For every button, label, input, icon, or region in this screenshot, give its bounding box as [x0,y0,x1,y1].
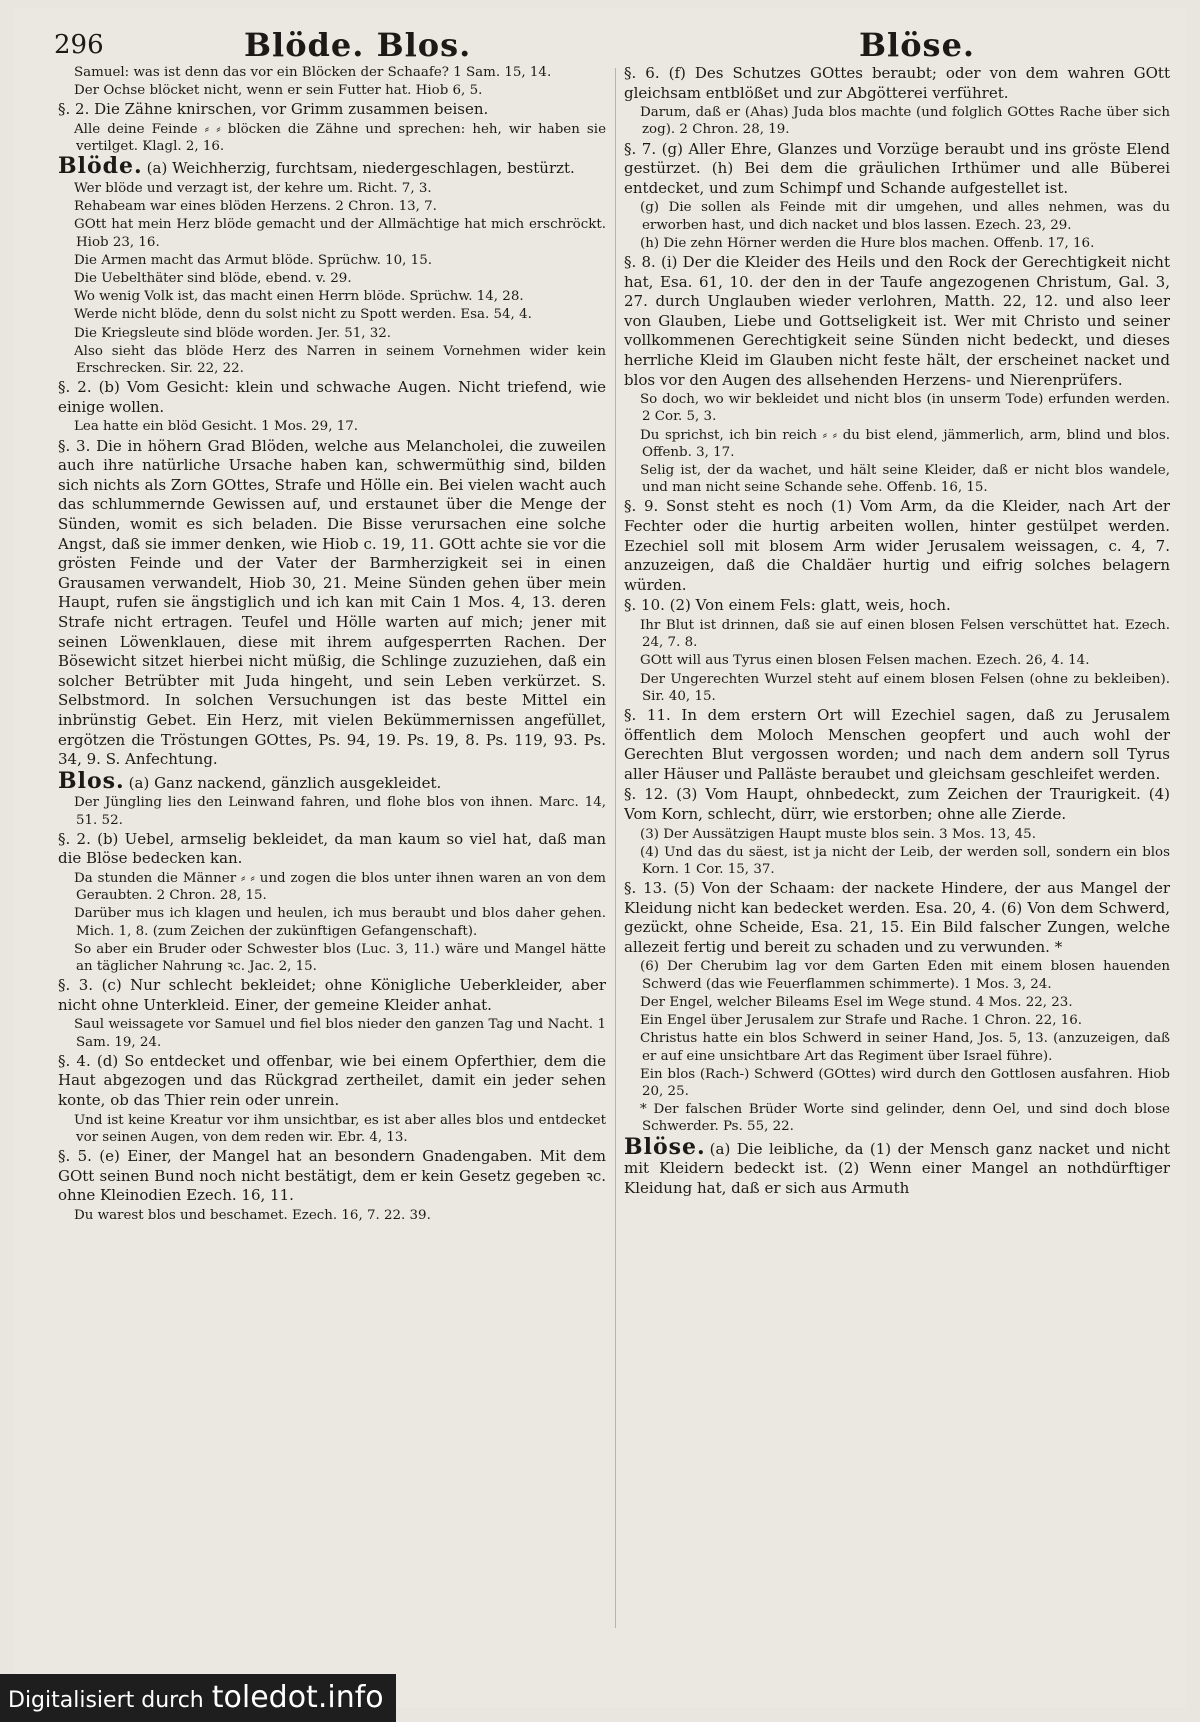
scripture-quote: Alle deine Feinde ⸗ ⸗ blöcken die Zähne und sprechen: heh, wir haben sie vertilget. Klagl. 2, 16. [74,122,606,155]
scripture-quote: Ihr Blut ist drinnen, daß sie auf einen blosen Felsen verschüttet hat. Ezech. 24, 7. 8. [640,617,1170,651]
paragraph: §. 2. (b) Uebel, armselig bekleidet, da man kaum so viel hat, daß man die Blöse bedecken kan. [58,829,606,868]
right-running-title: Blöse. [859,26,976,64]
scripture-quote: Der Jüngling lies den Leinwand fahren, und flohe blos von ihnen. Marc. 14, 51. 52. [74,795,606,828]
scripture-quote: Die Uebelthäter sind blöde, ebend. v. 29. [74,271,352,287]
dictionary-entry [58,153,606,180]
scripture-quote: Rehabeam war eines blöden Herzens. 2 Chron. 13, 7. [74,199,437,215]
scripture-quote: Samuel: was ist denn das vor ein Blöcken der Schaafe? 1 Sam. 15, 14. [74,65,552,80]
scripture-quote: (4) Und das du säest, ist ja nicht der Leib, der werden soll, sondern ein blos Korn. 1 Cor. 15, 37. [640,844,1170,877]
badge-label: Digitalisiert durch [8,1688,204,1713]
scripture-quote: Also sieht das blöde Herz des Narren in seinem Vornehmen wider kein Erschrecken. Sir. 22, 22. [74,343,606,377]
paragraph: §. 3. Die in höhern Grad Blöden, welche aus Melancholei, die zuweilen auch ihre natürliche Ursache haben kan, schwermüthig sind, bilden sich nichts als Zorn GOttes, Strafe und Hölle ein. Bei vielen wacht auch das schlummernde Gewissen auf, und erstaunet über die Menge der Sünden, womit es sich beladen. Die Bisse verursachen eine solche Angst, daß sie immer denken, wie Hiob c. 19, 11. GOtt achte sie vor die grösten Feinde und der Vater der Barmherzigkeit sei in einen Grausamen verwandelt, Hiob 30, 21. Meine Sünden gehen über mein Haupt, rufen sie ängstiglich und ich kan mit Cain 1 Mos. 4, 13. deren Strafe nicht ertragen. Teufel und Hölle warten auf mich; jener mit seinen Löwenklauen, diese mit ihrem aufgesperrten Rachen. Der Bösewicht sitzet hierbei nicht müßig, die Schlinge zuzuziehen, daß ein solcher Betrübter mit Juda hingeht, und sein Leben verkürzet. S. Selbstmord. In solchen Versuchungen ist das beste Mittel ein inbrünstig Gebet. Ein Herz, mit vielen Bekümmernissen angefüllet, ergötzen die Tröstungen GOttes, Ps. 94, 19. Ps. 19, 8. Ps. 119, 93. Ps. 34, 9. S. Anfechtung. [58,436,606,769]
scripture-quote: So aber ein Bruder oder Schwester blos (Luc. 3, 11.) wäre und Mangel hätte an täglicher Nahrung ꝛc. Jac. 2, 15. [74,941,606,974]
scripture-quote: Und ist keine Kreatur vor ihm unsichtbar, es ist aber alles blos und entdecket vor seinen Augen, von dem reden wir. Ebr. 4, 13. [74,1112,606,1145]
scripture-quote: Darum, daß er (Ahas) Juda blos machte (und folglich GOttes Rache über sich zog). 2 Chron. 28, 19. [640,105,1170,138]
paragraph: §. 4. (d) So entdecket und offenbar, wie bei einem Opferthier, dem die Haut abgezogen und das Rückgrad zertheilet, damit ein jeder sehen konte, ob das Thier rein oder unrein. [58,1051,606,1109]
right-column [624,64,1170,1654]
left-column [58,64,606,1654]
paragraph: §. 5. (e) Einer, der Mangel hat an besondern Gnadengaben. Mit dem GOtt seinen Bund noch nicht bestätigt, dem er kein Gesetz gegeben ꝛc. ohne Kleinodien Ezech. 16, 11. [58,1146,606,1205]
entry-lemma: Blöse. [624,1133,706,1160]
scripture-quote: Der Ochse blöcket nicht, wenn er sein Futter hat. Hiob 6, 5. [74,83,483,99]
scripture-quote: (6) Der Cherubim lag vor dem Garten Eden mit einem blosen hauenden Schwerd (das wie Feuerflammen schimmerte). 1 Mos. 3, 24. [640,959,1170,992]
scripture-quote: GOtt will aus Tyrus einen blosen Felsen machen. Ezech. 26, 4. 14. [640,653,1090,669]
scripture-quote: Die Kriegsleute sind blöde worden. Jer. 51, 32. [74,325,392,341]
scripture-quote: So doch, wo wir bekleidet und nicht blos (in unserm Tode) erfunden werden. 2 Cor. 5, 3. [640,392,1170,425]
scripture-quote: (h) Die zehn Hörner werden die Hure blos machen. Offenb. 17, 16. [640,235,1095,251]
paragraph: §. 6. (f) Des Schutzes GOttes beraubt; oder von dem wahren GOtt gleichsam entblößet und zur Abgötterei verführet. [624,64,1170,102]
scripture-quote: (3) Der Aussätzigen Haupt muste blos sein. 3 Mos. 13, 45. [640,826,1036,842]
paragraph: §. 10. (2) Von einem Fels: glatt, weis, hoch. [624,596,951,615]
dictionary-page [14,8,1186,1708]
dictionary-entry [58,767,606,794]
scripture-quote: Du sprichst, ich bin reich ⸗ ⸗ du bist elend, jämmerlich, arm, blind und blos. Offenb. 3, 17. [640,427,1170,460]
scripture-quote: Der Ungerechten Wurzel steht auf einem blosen Felsen (ohne zu bekleiben). Sir. 40, 15. [640,671,1170,704]
scripture-quote: Ein Engel über Jerusalem zur Strafe und Rache. 1 Chron. 22, 16. [640,1013,1083,1029]
paragraph: §. 12. (3) Vom Haupt, ohnbedeckt, zum Zeichen der Traurigkeit. (4) Vom Korn, schlecht, dürr, wie erstorben; ohne alle Zierde. [624,785,1170,823]
entry-definition: (a) Ganz nackend, gänzlich ausgekleidet. [128,773,442,792]
scripture-quote: Christus hatte ein blos Schwerd in seiner Hand, Jos. 5, 13. (anzuzeigen, daß er auf eine unsichtbare Art das Regiment über Israel führe). [640,1031,1170,1064]
digitization-badge[interactable] [0,1674,396,1722]
paragraph: §. 2. Die Zähne knirschen, vor Grimm zusammen beisen. [58,100,489,119]
scripture-quote: Ein blos (Rach-) Schwerd (GOttes) wird durch den Gottlosen ausfahren. Hiob 20, 25. [640,1066,1170,1099]
paragraph: §. 7. (g) Aller Ehre, Glanzes und Vorzüge beraubt und ins gröste Elend gestürzet. (h) Bei dem die gräulichen Irthümer und alle Büberei entdecket, und zum Schimpf und Schande aufgestellet ist. [624,139,1170,197]
dictionary-entry [624,1133,1170,1199]
column-divider [615,68,616,1628]
badge-site[interactable]: toledot.info [211,1680,384,1715]
scripture-quote: Werde nicht blöde, denn du solst nicht zu Spott werden. Esa. 54, 4. [74,307,532,323]
scripture-quote: Selig ist, der da wachet, und hält seine Kleider, daß er nicht blos wandele, und man nicht seine Schande sehe. Offenb. 16, 15. [640,462,1170,496]
paragraph: §. 11. In dem erstern Ort will Ezechiel sagen, daß zu Jerusalem öffentlich dem Moloch Menschen geopfert und auch wohl der Gerechten Blut vergossen worden; und nach dem andern soll Tyrus aller Häuser und Palläste beraubet und gleichsam geschleifet werden. [624,705,1170,783]
paragraph: §. 3. (c) Nur schlecht bekleidet; ohne Königliche Ueberkleider, aber nicht ohne Unterkleid. Einer, der gemeine Kleider anhat. [58,976,606,1014]
entry-lemma: Blos. [58,767,125,794]
scripture-quote: Da stunden die Männer ⸗ ⸗ und zogen die blos unter ihnen waren an von dem Geraubten. 2 Chron. 28, 15. [74,870,606,904]
scripture-quote: (g) Die sollen als Feinde mit dir umgehen, und alles nehmen, was du erworben hast, und dich nacket und blos lassen. Ezech. 23, 29. [640,200,1170,233]
entry-definition: (a) Die leibliche, da (1) der Mensch ganz nacket und nicht mit Kleidern bedeckt ist. (2) Wenn einer Mangel an nothdürftiger Kleidung hat, daß er sich aus Armuth [624,1139,1170,1197]
scripture-quote: Lea hatte ein blöd Gesicht. 1 Mos. 29, 17. [74,419,359,435]
scripture-quote: Darüber mus ich klagen und heulen, ich mus beraubt und blos daher gehen. Mich. 1, 8. (zum Zeichen der zukünftigen Gefangenschaft). [74,906,606,939]
paragraph: §. 8. (i) Der die Kleider des Heils und den Rock der Gerechtigkeit nicht hat, Esa. 61, 10. der den in der Taufe angezogenen Christum, Gal. 3, 27. durch Unglauben wieder verlohren, Matth. 22, 12. und also leer von Glauben, Liebe und Gottseligkeit ist. Wer mit Christo und seiner vollkommenen Gerechtigkeit seine Sünden nicht bedeckt, und dieses herrliche Kleid im Glauben nicht feste hält, der erscheinet nacket und blos vor den Augen des allsehenden Herzens- und Nierenprüfers. [624,252,1170,389]
scripture-quote: GOtt hat mein Herz blöde gemacht und der Allmächtige hat mich erschröckt. Hiob 23, 16. [74,217,606,250]
entry-lemma: Blöde. [58,153,143,180]
scripture-quote: * Der falschen Brüder Worte sind gelinder, denn Oel, und sind doch blose Schwerder. Ps. 55, 22. [640,1102,1170,1135]
scripture-quote: Du warest blos und beschamet. Ezech. 16, 7. 22. 39. [74,1207,431,1223]
entry-definition: (a) Weichherzig, furchtsam, niedergeschlagen, bestürzt. [146,159,575,178]
paragraph: §. 2. (b) Vom Gesicht: klein und schwache Augen. Nicht triefend, wie einige wollen. [58,378,606,416]
scripture-quote: Der Engel, welcher Bileams Esel im Wege stund. 4 Mos. 22, 23. [640,994,1073,1010]
scripture-quote: Saul weissagete vor Samuel und fiel blos nieder den ganzen Tag und Nacht. 1 Sam. 19, 24. [74,1017,606,1050]
left-running-title: Blöde. Blos. [244,26,472,64]
page-number: 296 [54,30,104,60]
paragraph: §. 9. Sonst steht es noch (1) Vom Arm, da die Kleider, nach Art der Fechter oder die hurtig arbeiten wollen, hinter gestülpet werden. Ezechiel soll mit blosem Arm wider Jerusalem weissagen, c. 4, 7. anzuzeigen, daß die Chaldäer hurtig und eifrig solches belagern würden. [624,497,1170,594]
scripture-quote: Die Armen macht das Armut blöde. Sprüchw. 10, 15. [74,252,432,268]
scripture-quote: Wo wenig Volk ist, das macht einen Herrn blöde. Sprüchw. 14, 28. [74,289,524,305]
paragraph: §. 13. (5) Von der Schaam: der nackete Hindere, der aus Mangel der Kleidung nicht kan bedecket werden. Esa. 20, 4. (6) Von dem Schwerd, gezückt, ohne Scheide, Esa. 21, 15. Ein Bild falscher Zungen, welche allezeit fertig und bereit zu schaden und zu verwunden. * [624,879,1170,956]
scripture-quote: Wer blöde und verzagt ist, der kehre um. Richt. 7, 3. [74,181,432,196]
